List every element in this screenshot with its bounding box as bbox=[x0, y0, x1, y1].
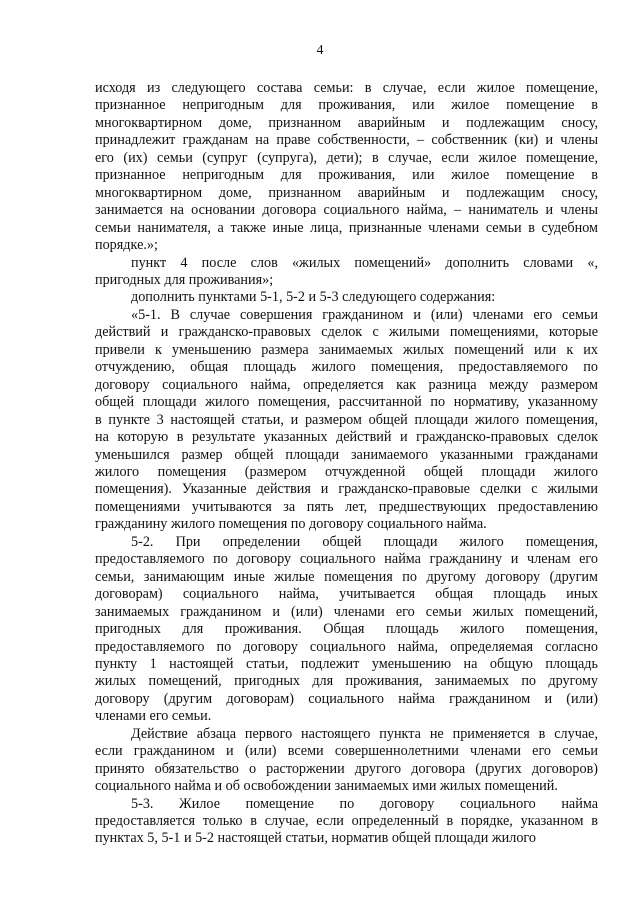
text-line: социального найма и об освобождении занимаемых ими жилых помещений. bbox=[95, 778, 558, 795]
text-line: договору социального найма, определяется как разница между размером bbox=[95, 376, 598, 393]
text-line: договору (другим договорам) социального найма гражданином и (или) bbox=[95, 690, 598, 707]
text-line: дополнить пунктами 5-1, 5-2 и 5-3 следующего содержания: bbox=[131, 289, 496, 306]
text-line: отчуждению, общая площадь жилого помещения, предоставляемого по bbox=[95, 359, 598, 376]
text-line: пункт 4 после слов «жилых помещений» дополнить словами «, bbox=[131, 254, 598, 271]
paragraph bbox=[95, 534, 598, 726]
text-line: гражданину жилого помещения по договору социального найма. bbox=[95, 516, 487, 533]
paragraph bbox=[95, 726, 598, 796]
text-line: семьи нанимателя, а также иные лица, признанные членами семьи в судебном bbox=[95, 219, 598, 236]
text-line: помещениями учитываются за пять лет, предшествующих предоставлению bbox=[95, 498, 598, 515]
text-line: помещения). Указанные действия и гражданско-правовые сделки с жилыми bbox=[95, 481, 598, 498]
text-line: жилого помещения (размером отчужденной общей площади жилого bbox=[95, 463, 598, 480]
page-number: 4 bbox=[316, 43, 324, 58]
text-line: признанное непригодным для проживания, или жилое помещение в bbox=[95, 97, 598, 114]
paragraph bbox=[95, 307, 598, 534]
text-line: общей площади жилого помещения, рассчитанной по нормативу, указанному bbox=[95, 394, 598, 411]
text-line: предоставляемого по договору социального найма, определяемая согласно bbox=[95, 638, 598, 655]
text-line: уменьшился размер общей площади занимаемого указанными гражданами bbox=[95, 446, 598, 463]
text-line: принято обязательство о расторжении другого договора (других договоров) bbox=[95, 760, 598, 777]
text-line: 5-3. Жилое помещение по договору социального найма bbox=[131, 795, 598, 812]
text-line: пунктах 5, 5-1 и 5-2 настоящей статьи, норматив общей площади жилого bbox=[95, 830, 536, 847]
text-line: предоставляемого по договору социального найма гражданину и членам его bbox=[95, 551, 598, 568]
text-line: семьи, занимающим иные жилые помещения по другому договору (другим bbox=[95, 568, 598, 585]
text-line: в пункте 3 настоящей статьи, и размером общей площади жилого помещения, bbox=[95, 411, 598, 428]
text-line: многоквартирном доме, признанном аварийным и подлежащим сносу, bbox=[95, 184, 598, 201]
text-line: жилых помещений, пригодных для проживания, занимаемых по другому bbox=[95, 673, 598, 690]
text-line: договорам) социального найма, учитывается общая площадь иных bbox=[95, 586, 598, 603]
text-line: 5-2. При определении общей площади жилого помещения, bbox=[131, 533, 598, 550]
text-line: если гражданином и (или) всеми совершеннолетними членами его семьи bbox=[95, 743, 598, 760]
text-line: многоквартирном доме, признанном аварийным и подлежащим сносу, bbox=[95, 114, 598, 131]
text-line: исходя из следующего состава семьи: в случае, если жилое помещение, bbox=[95, 80, 598, 96]
paragraph bbox=[95, 289, 598, 306]
text-line: действий и гражданско-правовых сделок с жилыми помещениями, которые bbox=[95, 324, 598, 341]
text-line: занимается на основании договора социального найма, – наниматель и члены bbox=[95, 202, 598, 219]
text-line: занимаемых гражданином и (или) членами его семьи жилых помещений, bbox=[95, 603, 598, 620]
text-line: пригодных для проживания»; bbox=[95, 271, 274, 288]
text-line: на которую в результате указанных действий и гражданско-правовых сделок bbox=[95, 429, 598, 446]
paragraph bbox=[95, 255, 598, 290]
text-line: «5-1. В случае совершения гражданином и (или) членами его семьи bbox=[131, 306, 598, 323]
text-line: Действие абзаца первого настоящего пункта не применяется в случае, bbox=[131, 725, 598, 742]
text-line: пункту 1 настоящей статьи, подлежит уменьшению на общую площадь bbox=[95, 655, 598, 672]
text-line: его (их) семьи (супруг (супруга), дети); в случае, если жилое помещение, bbox=[95, 149, 598, 166]
paragraph bbox=[95, 80, 598, 255]
text-line: признанное непригодным для проживания, или жилое помещение в bbox=[95, 167, 598, 184]
text-line: порядке.»; bbox=[95, 237, 158, 254]
paragraph bbox=[95, 796, 598, 848]
text-line: принадлежит гражданам на праве собственности, – собственник (ки) и члены bbox=[95, 132, 598, 149]
text-line: привели к уменьшению размера занимаемых жилых помещений или к их bbox=[95, 341, 598, 358]
document-body bbox=[95, 80, 598, 848]
text-line: предоставляется только в случае, если определенный в порядке, указанном в bbox=[95, 813, 598, 830]
text-line: пригодных для проживания. Общая площадь жилого помещения, bbox=[95, 621, 598, 638]
text-line: членами его семьи. bbox=[95, 708, 212, 725]
